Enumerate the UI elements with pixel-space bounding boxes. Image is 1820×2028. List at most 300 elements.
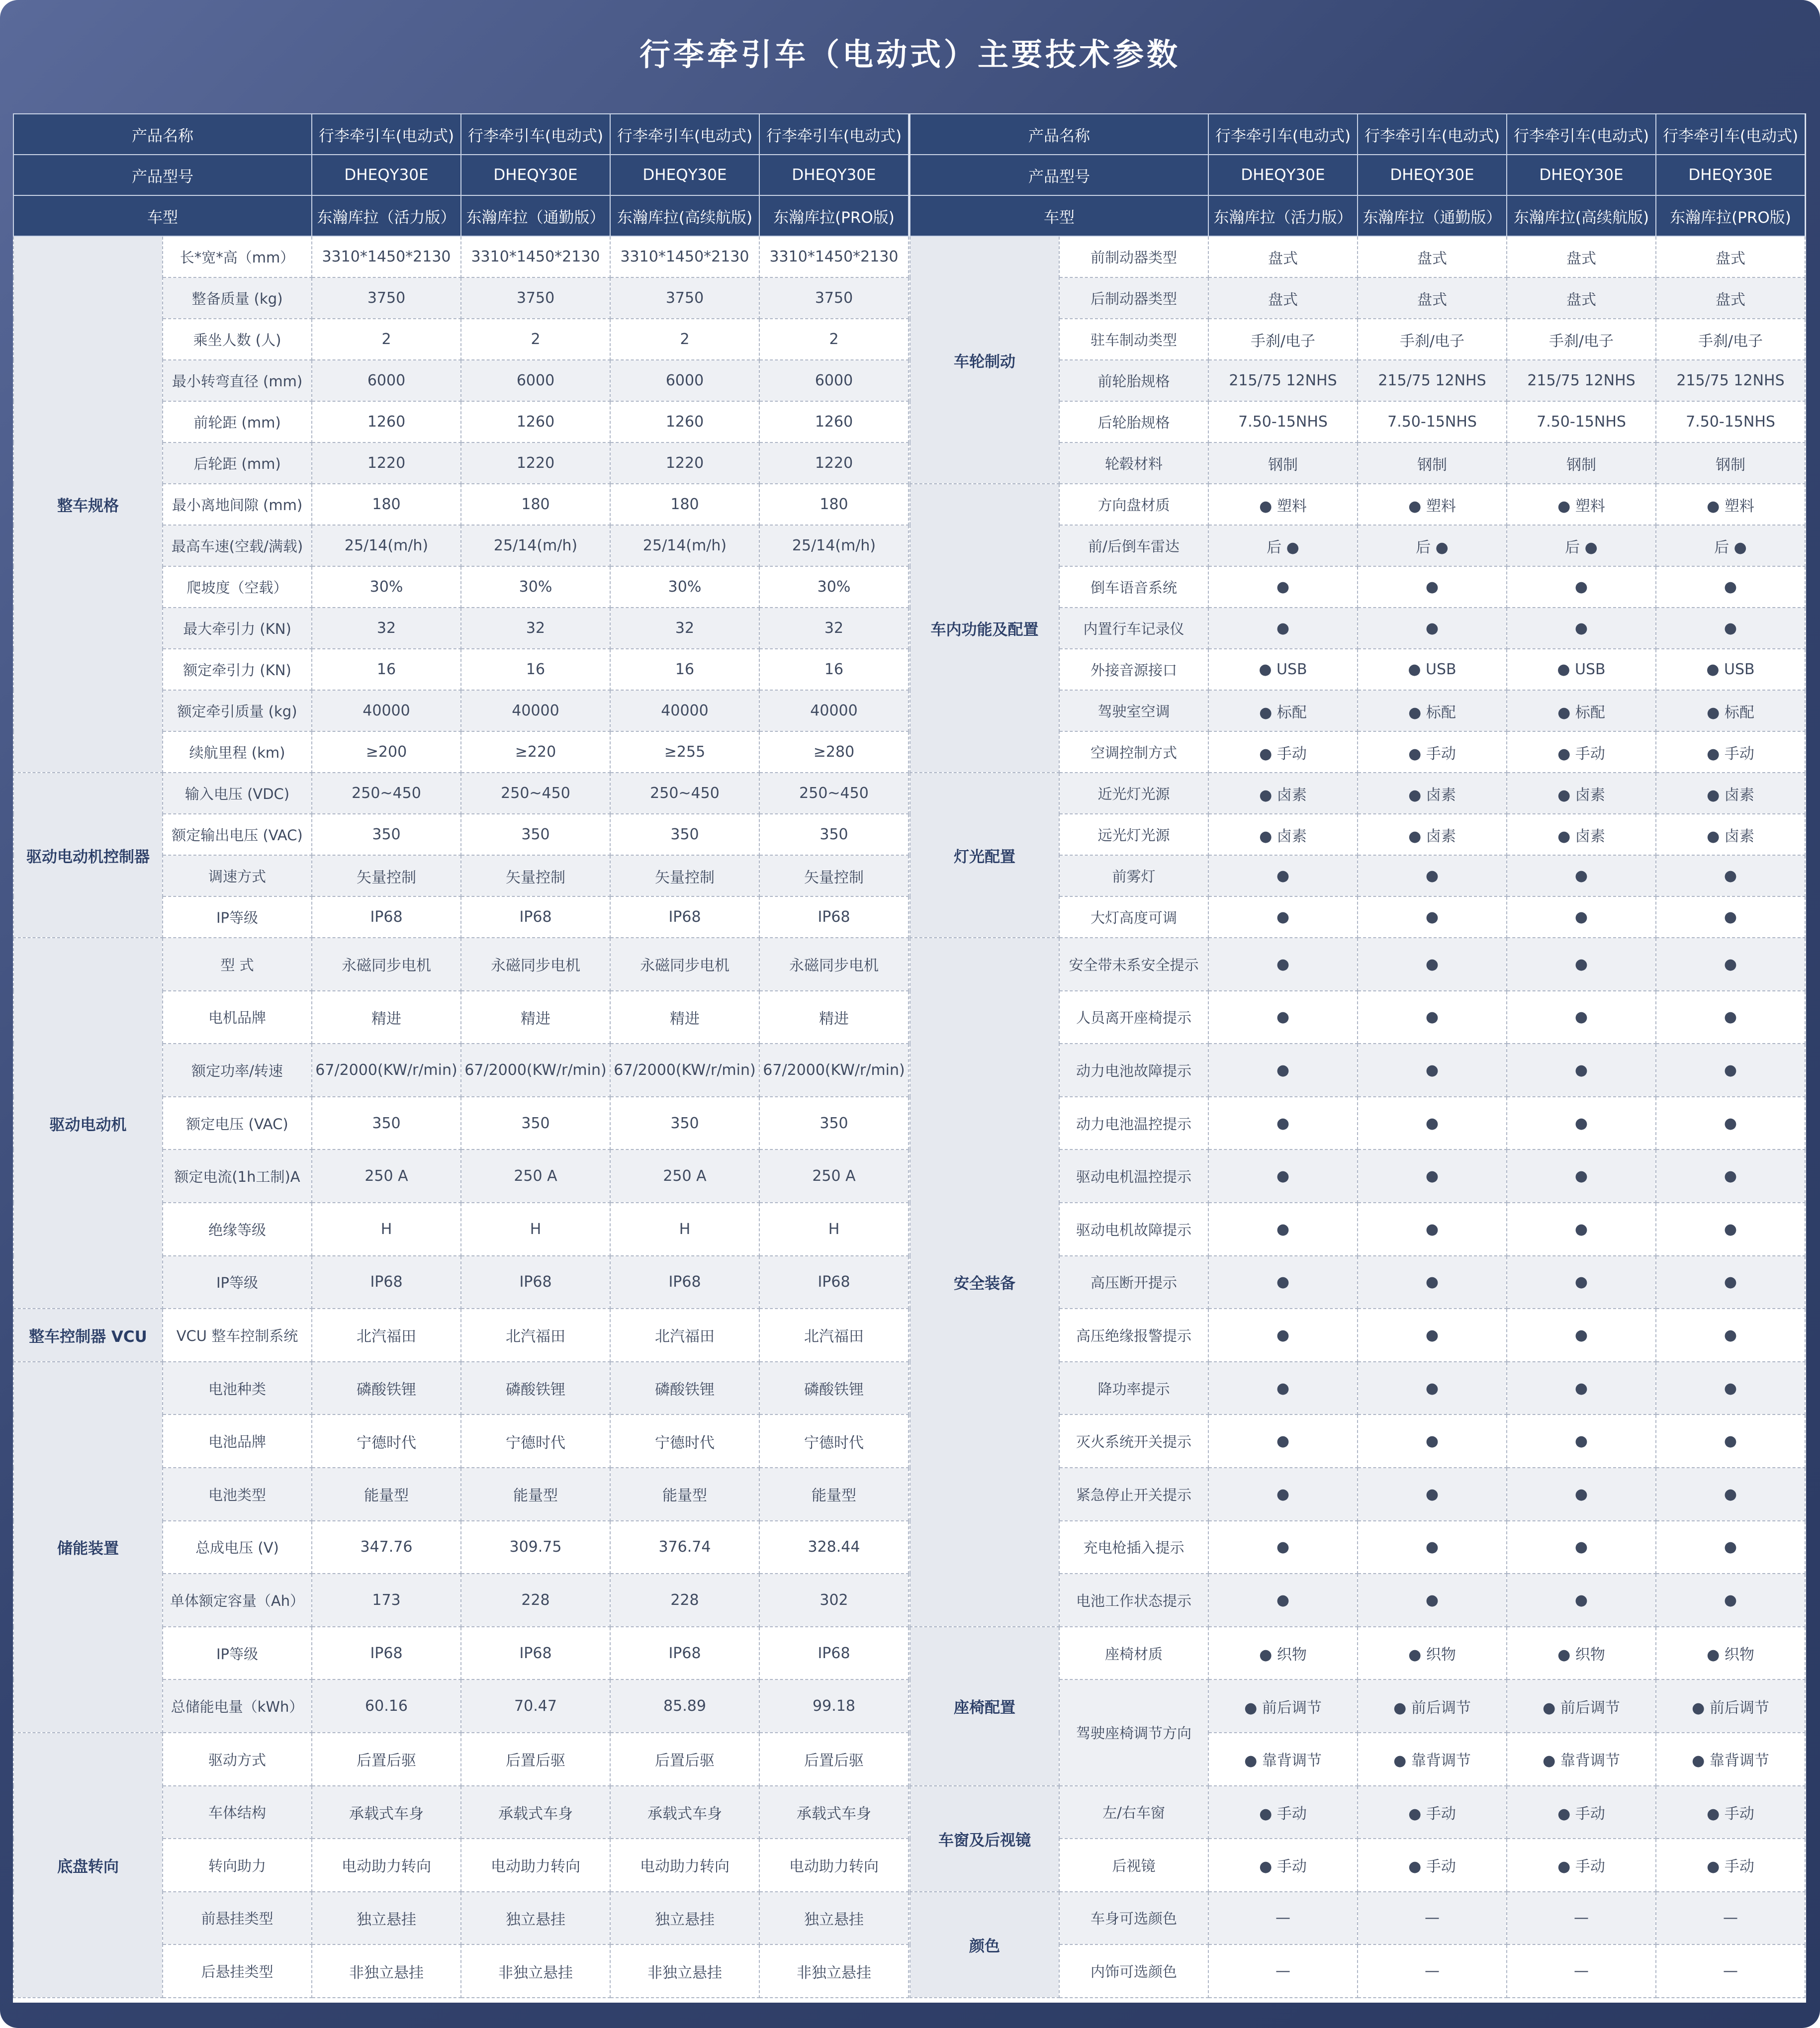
header-cell: 东瀚库拉(高续航版) xyxy=(1507,195,1656,236)
table-row xyxy=(910,773,1805,814)
param-cell: 倒车语音系统 xyxy=(1059,566,1208,608)
param-cell: 驱动方式 xyxy=(163,1733,312,1786)
value-cell: 376.74 xyxy=(610,1521,759,1574)
param-cell: 充电枪插入提示 xyxy=(1059,1521,1208,1574)
param-cell: IP等级 xyxy=(163,896,312,938)
header-cell: 行李牵引车(电动式) xyxy=(1656,114,1805,155)
value-cell: ● xyxy=(1358,1362,1507,1415)
value-cell: ● 手动 xyxy=(1208,1839,1358,1892)
value-cell: — xyxy=(1656,1892,1805,1945)
category-cell: 车轮制动 xyxy=(910,236,1059,484)
value-cell: 350 xyxy=(461,1097,610,1150)
value-cell: — xyxy=(1358,1944,1507,1998)
param-cell: 后轮距 (mm) xyxy=(163,442,312,484)
value-cell: 250 A xyxy=(610,1149,759,1203)
value-cell: H xyxy=(461,1203,610,1256)
value-cell: ● USB xyxy=(1358,649,1507,690)
value-cell: ● xyxy=(1358,1149,1507,1203)
param-cell: 前悬挂类型 xyxy=(163,1892,312,1945)
value-cell: ● xyxy=(1656,1097,1805,1150)
param-cell: 电池类型 xyxy=(163,1468,312,1521)
value-cell: ● xyxy=(1208,855,1358,896)
param-cell: 动力电池故障提示 xyxy=(1059,1044,1208,1097)
param-cell: 额定电压 (VAC) xyxy=(163,1097,312,1150)
category-cell: 驱动电动机控制器 xyxy=(13,773,163,938)
value-cell: ● 手动 xyxy=(1656,731,1805,773)
header-cell: 行李牵引车(电动式) xyxy=(461,114,610,155)
value-cell: ● 手动 xyxy=(1208,1786,1358,1839)
header-cell: DHEQY30E xyxy=(312,155,461,195)
value-cell: ● xyxy=(1208,1256,1358,1309)
value-cell: 250 A xyxy=(312,1149,461,1203)
value-cell: ● 卤素 xyxy=(1656,773,1805,814)
param-cell: 方向盘材质 xyxy=(1059,484,1208,525)
spec-table-right xyxy=(910,113,1806,1998)
value-cell: ● xyxy=(1507,1574,1656,1627)
value-cell: 盘式 xyxy=(1507,236,1656,277)
value-cell: ● xyxy=(1656,1256,1805,1309)
value-cell: ● xyxy=(1358,1097,1507,1150)
value-cell: ● xyxy=(1208,1574,1358,1627)
value-cell: ● 标配 xyxy=(1208,690,1358,731)
value-cell: 独立悬挂 xyxy=(461,1892,610,1945)
value-cell: IP68 xyxy=(610,896,759,938)
param-cell: 乘坐人数 (人) xyxy=(163,319,312,360)
header-cell: 东瀚库拉（活力版） xyxy=(1208,195,1358,236)
value-cell: ● xyxy=(1208,1468,1358,1521)
value-cell: 2 xyxy=(610,319,759,360)
value-cell: IP68 xyxy=(759,1627,909,1680)
value-cell: 后 ● xyxy=(1208,525,1358,566)
value-cell: 北汽福田 xyxy=(312,1309,461,1362)
header-cell: DHEQY30E xyxy=(1208,155,1358,195)
value-cell: — xyxy=(1656,1944,1805,1998)
param-cell: 车身可选颜色 xyxy=(1059,1892,1208,1945)
value-cell: 手刹/电子 xyxy=(1507,319,1656,360)
value-cell: ● xyxy=(1208,566,1358,608)
param-cell: 最小转弯直径 (mm) xyxy=(163,360,312,401)
param-cell: 绝缘等级 xyxy=(163,1203,312,1256)
value-cell: ● xyxy=(1656,1203,1805,1256)
value-cell: IP68 xyxy=(610,1627,759,1680)
value-cell: 独立悬挂 xyxy=(610,1892,759,1945)
param-cell: 驱动电机故障提示 xyxy=(1059,1203,1208,1256)
header-row xyxy=(13,195,909,236)
param-cell: 最高车速(空载/满载) xyxy=(163,525,312,566)
value-cell: 2 xyxy=(312,319,461,360)
value-cell: 后置后驱 xyxy=(610,1733,759,1786)
value-cell: ● xyxy=(1208,1044,1358,1097)
category-cell: 颜色 xyxy=(910,1892,1059,1998)
param-cell: 转向助力 xyxy=(163,1839,312,1892)
header-label: 产品名称 xyxy=(910,114,1208,155)
value-cell: ● xyxy=(1208,1203,1358,1256)
param-cell: 额定牵引质量 (kg) xyxy=(163,690,312,731)
param-cell: 座椅材质 xyxy=(1059,1627,1208,1680)
value-cell: 6000 xyxy=(312,360,461,401)
header-cell: DHEQY30E xyxy=(1507,155,1656,195)
param-cell: 高压断开提示 xyxy=(1059,1256,1208,1309)
value-cell: 后 ● xyxy=(1656,525,1805,566)
header-row xyxy=(910,114,1805,155)
value-cell: 228 xyxy=(461,1574,610,1627)
value-cell: ● 手动 xyxy=(1208,731,1358,773)
value-cell: — xyxy=(1358,1892,1507,1945)
param-cell: 长*宽*高（mm） xyxy=(163,236,312,277)
value-cell: ● 前后调节 xyxy=(1208,1679,1358,1733)
value-cell: 矢量控制 xyxy=(610,855,759,896)
value-cell: ● xyxy=(1656,991,1805,1044)
value-cell: IP68 xyxy=(759,1256,909,1309)
header-cell: 行李牵引车(电动式) xyxy=(610,114,759,155)
param-cell: 远光灯光源 xyxy=(1059,814,1208,855)
value-cell: 30% xyxy=(461,566,610,608)
value-cell: ● USB xyxy=(1507,649,1656,690)
value-cell: ● 塑料 xyxy=(1208,484,1358,525)
value-cell: H xyxy=(312,1203,461,1256)
value-cell: ● 前后调节 xyxy=(1358,1679,1507,1733)
value-cell: ● xyxy=(1208,1149,1358,1203)
value-cell: ● xyxy=(1507,855,1656,896)
value-cell: IP68 xyxy=(312,896,461,938)
param-cell: 总储能电量（kWh） xyxy=(163,1679,312,1733)
header-cell: DHEQY30E xyxy=(461,155,610,195)
value-cell: 16 xyxy=(610,649,759,690)
value-cell: ● xyxy=(1507,1097,1656,1150)
value-cell: 350 xyxy=(610,814,759,855)
value-cell: 1260 xyxy=(759,401,909,442)
param-cell: 紧急停止开关提示 xyxy=(1059,1468,1208,1521)
value-cell: 3310*1450*2130 xyxy=(610,236,759,277)
category-cell: 灯光配置 xyxy=(910,773,1059,938)
value-cell: 309.75 xyxy=(461,1521,610,1574)
value-cell: — xyxy=(1507,1944,1656,1998)
value-cell: 2 xyxy=(461,319,610,360)
value-cell: 250~450 xyxy=(610,773,759,814)
value-cell: ● xyxy=(1656,1149,1805,1203)
param-cell: 续航里程 (km) xyxy=(163,731,312,773)
value-cell: 能量型 xyxy=(312,1468,461,1521)
value-cell: ● xyxy=(1358,855,1507,896)
value-cell: ● 手动 xyxy=(1358,1786,1507,1839)
value-cell: 宁德时代 xyxy=(759,1414,909,1468)
param-cell: 前轮距 (mm) xyxy=(163,401,312,442)
value-cell: IP68 xyxy=(461,896,610,938)
header-cell: 行李牵引车(电动式) xyxy=(1507,114,1656,155)
value-cell: 350 xyxy=(461,814,610,855)
value-cell: 60.16 xyxy=(312,1679,461,1733)
param-cell: IP等级 xyxy=(163,1627,312,1680)
value-cell: ● xyxy=(1208,1414,1358,1468)
param-cell: 安全带未系安全提示 xyxy=(1059,938,1208,991)
param-cell: 高压绝缘报警提示 xyxy=(1059,1309,1208,1362)
value-cell: 347.76 xyxy=(312,1521,461,1574)
value-cell: 32 xyxy=(610,608,759,649)
value-cell: ● 卤素 xyxy=(1507,814,1656,855)
value-cell: ● xyxy=(1358,1203,1507,1256)
param-cell: 内饰可选颜色 xyxy=(1059,1944,1208,1998)
header-cell: DHEQY30E xyxy=(1358,155,1507,195)
header-row xyxy=(13,155,909,195)
value-cell: 盘式 xyxy=(1208,277,1358,319)
value-cell: 磷酸铁锂 xyxy=(759,1362,909,1415)
value-cell: ● xyxy=(1208,938,1358,991)
param-cell: 后视镜 xyxy=(1059,1839,1208,1892)
header-cell: 行李牵引车(电动式) xyxy=(312,114,461,155)
param-cell: 前雾灯 xyxy=(1059,855,1208,896)
value-cell: 承载式车身 xyxy=(312,1786,461,1839)
value-cell: 精进 xyxy=(759,991,909,1044)
value-cell: 盘式 xyxy=(1358,277,1507,319)
category-cell: 整车控制器 VCU xyxy=(13,1309,163,1362)
value-cell: 3310*1450*2130 xyxy=(461,236,610,277)
param-cell: 电池工作状态提示 xyxy=(1059,1574,1208,1627)
value-cell: ● xyxy=(1656,855,1805,896)
value-cell: 250~450 xyxy=(759,773,909,814)
value-cell: 手刹/电子 xyxy=(1656,319,1805,360)
value-cell: 非独立悬挂 xyxy=(759,1944,909,1998)
value-cell: IP68 xyxy=(461,1256,610,1309)
category-cell: 整车规格 xyxy=(13,236,163,773)
value-cell: 钢制 xyxy=(1208,442,1358,484)
param-cell: 单体额定容量（Ah） xyxy=(163,1574,312,1627)
value-cell: IP68 xyxy=(312,1627,461,1680)
value-cell: 独立悬挂 xyxy=(759,1892,909,1945)
value-cell: IP68 xyxy=(610,1256,759,1309)
value-cell: ● 靠背调节 xyxy=(1656,1733,1805,1786)
value-cell: ● xyxy=(1358,1256,1507,1309)
value-cell: ● USB xyxy=(1656,649,1805,690)
value-cell: 北汽福田 xyxy=(759,1309,909,1362)
param-cell: 车体结构 xyxy=(163,1786,312,1839)
param-cell: 内置行车记录仪 xyxy=(1059,608,1208,649)
table-row xyxy=(910,1786,1805,1839)
value-cell: 1260 xyxy=(312,401,461,442)
value-cell: ● xyxy=(1358,991,1507,1044)
value-cell: 85.89 xyxy=(610,1679,759,1733)
value-cell: 215/75 12NHS xyxy=(1656,360,1805,401)
param-cell: 电机品牌 xyxy=(163,991,312,1044)
value-cell: IP68 xyxy=(759,896,909,938)
value-cell: ● xyxy=(1507,1203,1656,1256)
param-cell: 额定输出电压 (VAC) xyxy=(163,814,312,855)
value-cell: 能量型 xyxy=(759,1468,909,1521)
value-cell: 钢制 xyxy=(1358,442,1507,484)
value-cell: ● 前后调节 xyxy=(1507,1679,1656,1733)
value-cell: 磷酸铁锂 xyxy=(461,1362,610,1415)
header-label: 产品名称 xyxy=(13,114,312,155)
value-cell: 6000 xyxy=(759,360,909,401)
value-cell: 6000 xyxy=(461,360,610,401)
value-cell: 40000 xyxy=(759,690,909,731)
value-cell: 30% xyxy=(610,566,759,608)
value-cell: H xyxy=(610,1203,759,1256)
value-cell: 电动助力转向 xyxy=(312,1839,461,1892)
header-cell: DHEQY30E xyxy=(610,155,759,195)
value-cell: 250 A xyxy=(461,1149,610,1203)
value-cell: ● USB xyxy=(1208,649,1358,690)
value-cell: ● xyxy=(1208,991,1358,1044)
value-cell: ● 前后调节 xyxy=(1656,1679,1805,1733)
value-cell: ● xyxy=(1358,896,1507,938)
header-row xyxy=(910,195,1805,236)
header-cell: DHEQY30E xyxy=(759,155,909,195)
value-cell: 32 xyxy=(759,608,909,649)
param-cell: 最大牵引力 (KN) xyxy=(163,608,312,649)
value-cell: ● xyxy=(1358,1309,1507,1362)
value-cell: 67/2000(KW/r/min) xyxy=(461,1044,610,1097)
value-cell: 16 xyxy=(759,649,909,690)
value-cell: 3310*1450*2130 xyxy=(312,236,461,277)
param-cell: 驾驶座椅调节方向 xyxy=(1059,1679,1208,1785)
value-cell: 7.50-15NHS xyxy=(1208,401,1358,442)
value-cell: ● xyxy=(1358,1468,1507,1521)
value-cell: 3750 xyxy=(312,277,461,319)
value-cell: 宁德时代 xyxy=(312,1414,461,1468)
value-cell: ● xyxy=(1208,1362,1358,1415)
value-cell: ≥280 xyxy=(759,731,909,773)
param-cell: 型 式 xyxy=(163,938,312,991)
category-cell: 驱动电动机 xyxy=(13,938,163,1309)
value-cell: ● 卤素 xyxy=(1208,814,1358,855)
value-cell: ● 手动 xyxy=(1656,1786,1805,1839)
value-cell: H xyxy=(759,1203,909,1256)
value-cell: ● xyxy=(1208,1309,1358,1362)
value-cell: ● 标配 xyxy=(1656,690,1805,731)
value-cell: ● xyxy=(1656,1044,1805,1097)
value-cell: 独立悬挂 xyxy=(312,1892,461,1945)
value-cell: 矢量控制 xyxy=(759,855,909,896)
value-cell: — xyxy=(1208,1892,1358,1945)
header-cell: 行李牵引车(电动式) xyxy=(759,114,909,155)
param-cell: 调速方式 xyxy=(163,855,312,896)
value-cell: 后 ● xyxy=(1358,525,1507,566)
value-cell: ● 手动 xyxy=(1358,731,1507,773)
param-cell: 灭火系统开关提示 xyxy=(1059,1414,1208,1468)
value-cell: 电动助力转向 xyxy=(461,1839,610,1892)
header-cell: 东瀚库拉（通勤版） xyxy=(461,195,610,236)
param-cell: 驱动电机温控提示 xyxy=(1059,1149,1208,1203)
header-label: 车型 xyxy=(13,195,312,236)
value-cell: ● 织物 xyxy=(1208,1627,1358,1680)
param-cell: 前制动器类型 xyxy=(1059,236,1208,277)
value-cell: ● xyxy=(1507,896,1656,938)
value-cell: ● xyxy=(1208,896,1358,938)
category-cell: 储能装置 xyxy=(13,1362,163,1733)
value-cell: 非独立悬挂 xyxy=(461,1944,610,1998)
value-cell: ● xyxy=(1358,1574,1507,1627)
param-cell: 额定牵引力 (KN) xyxy=(163,649,312,690)
value-cell: 精进 xyxy=(461,991,610,1044)
value-cell: ● xyxy=(1208,1097,1358,1150)
param-cell: 大灯高度可调 xyxy=(1059,896,1208,938)
table-row xyxy=(13,1362,909,1415)
param-cell: VCU 整车控制系统 xyxy=(163,1309,312,1362)
value-cell: 后置后驱 xyxy=(312,1733,461,1786)
value-cell: ● 织物 xyxy=(1358,1627,1507,1680)
value-cell: — xyxy=(1208,1944,1358,1998)
value-cell: 6000 xyxy=(610,360,759,401)
param-cell: 轮毂材料 xyxy=(1059,442,1208,484)
value-cell: ● xyxy=(1507,1362,1656,1415)
value-cell: ● xyxy=(1208,608,1358,649)
param-cell: 人员离开座椅提示 xyxy=(1059,991,1208,1044)
value-cell: 180 xyxy=(759,484,909,525)
value-cell: ● xyxy=(1507,1521,1656,1574)
value-cell: ● 靠背调节 xyxy=(1507,1733,1656,1786)
category-cell: 安全装备 xyxy=(910,938,1059,1627)
value-cell: 16 xyxy=(461,649,610,690)
value-cell: 173 xyxy=(312,1574,461,1627)
param-cell: 动力电池温控提示 xyxy=(1059,1097,1208,1150)
value-cell: IP68 xyxy=(461,1627,610,1680)
value-cell: ● xyxy=(1358,1044,1507,1097)
value-cell: 7.50-15NHS xyxy=(1656,401,1805,442)
table-row xyxy=(13,1733,909,1786)
value-cell: 矢量控制 xyxy=(312,855,461,896)
value-cell: ≥255 xyxy=(610,731,759,773)
value-cell: 盘式 xyxy=(1358,236,1507,277)
value-cell: ● 标配 xyxy=(1507,690,1656,731)
table-row xyxy=(13,1309,909,1362)
value-cell: 180 xyxy=(610,484,759,525)
value-cell: 25/14(m/h) xyxy=(461,525,610,566)
header-label: 产品型号 xyxy=(13,155,312,195)
header-cell: 行李牵引车(电动式) xyxy=(1208,114,1358,155)
value-cell: ● xyxy=(1656,1414,1805,1468)
value-cell: ● xyxy=(1507,991,1656,1044)
value-cell: 盘式 xyxy=(1208,236,1358,277)
param-cell: 前轮胎规格 xyxy=(1059,360,1208,401)
value-cell: ● xyxy=(1507,1414,1656,1468)
value-cell: ● xyxy=(1656,1309,1805,1362)
value-cell: 25/14(m/h) xyxy=(610,525,759,566)
value-cell: ● xyxy=(1358,1521,1507,1574)
value-cell: 3750 xyxy=(610,277,759,319)
value-cell: 承载式车身 xyxy=(610,1786,759,1839)
value-cell: 后置后驱 xyxy=(461,1733,610,1786)
value-cell: 99.18 xyxy=(759,1679,909,1733)
value-cell: IP68 xyxy=(312,1256,461,1309)
value-cell: 宁德时代 xyxy=(610,1414,759,1468)
value-cell: ● xyxy=(1507,1044,1656,1097)
value-cell: 永磁同步电机 xyxy=(759,938,909,991)
value-cell: ● 手动 xyxy=(1358,1839,1507,1892)
param-cell: 后轮胎规格 xyxy=(1059,401,1208,442)
param-cell: 输入电压 (VDC) xyxy=(163,773,312,814)
value-cell: ● 卤素 xyxy=(1656,814,1805,855)
value-cell: ● 卤素 xyxy=(1358,773,1507,814)
value-cell: 手刹/电子 xyxy=(1358,319,1507,360)
category-cell: 底盘转向 xyxy=(13,1733,163,1998)
header-row xyxy=(910,155,1805,195)
value-cell: 1260 xyxy=(461,401,610,442)
value-cell: ● 手动 xyxy=(1507,731,1656,773)
value-cell: 67/2000(KW/r/min) xyxy=(312,1044,461,1097)
value-cell: ● xyxy=(1507,938,1656,991)
value-cell: 钢制 xyxy=(1656,442,1805,484)
header-cell: 东瀚库拉(PRO版) xyxy=(759,195,909,236)
value-cell: 非独立悬挂 xyxy=(312,1944,461,1998)
category-cell: 车内功能及配置 xyxy=(910,484,1059,773)
value-cell: 67/2000(KW/r/min) xyxy=(610,1044,759,1097)
value-cell: 250 A xyxy=(759,1149,909,1203)
header-cell: 东瀚库拉(高续航版) xyxy=(610,195,759,236)
header-label: 产品型号 xyxy=(910,155,1208,195)
header-cell: 东瀚库拉（通勤版） xyxy=(1358,195,1507,236)
value-cell: ● xyxy=(1656,566,1805,608)
value-cell: 电动助力转向 xyxy=(610,1839,759,1892)
